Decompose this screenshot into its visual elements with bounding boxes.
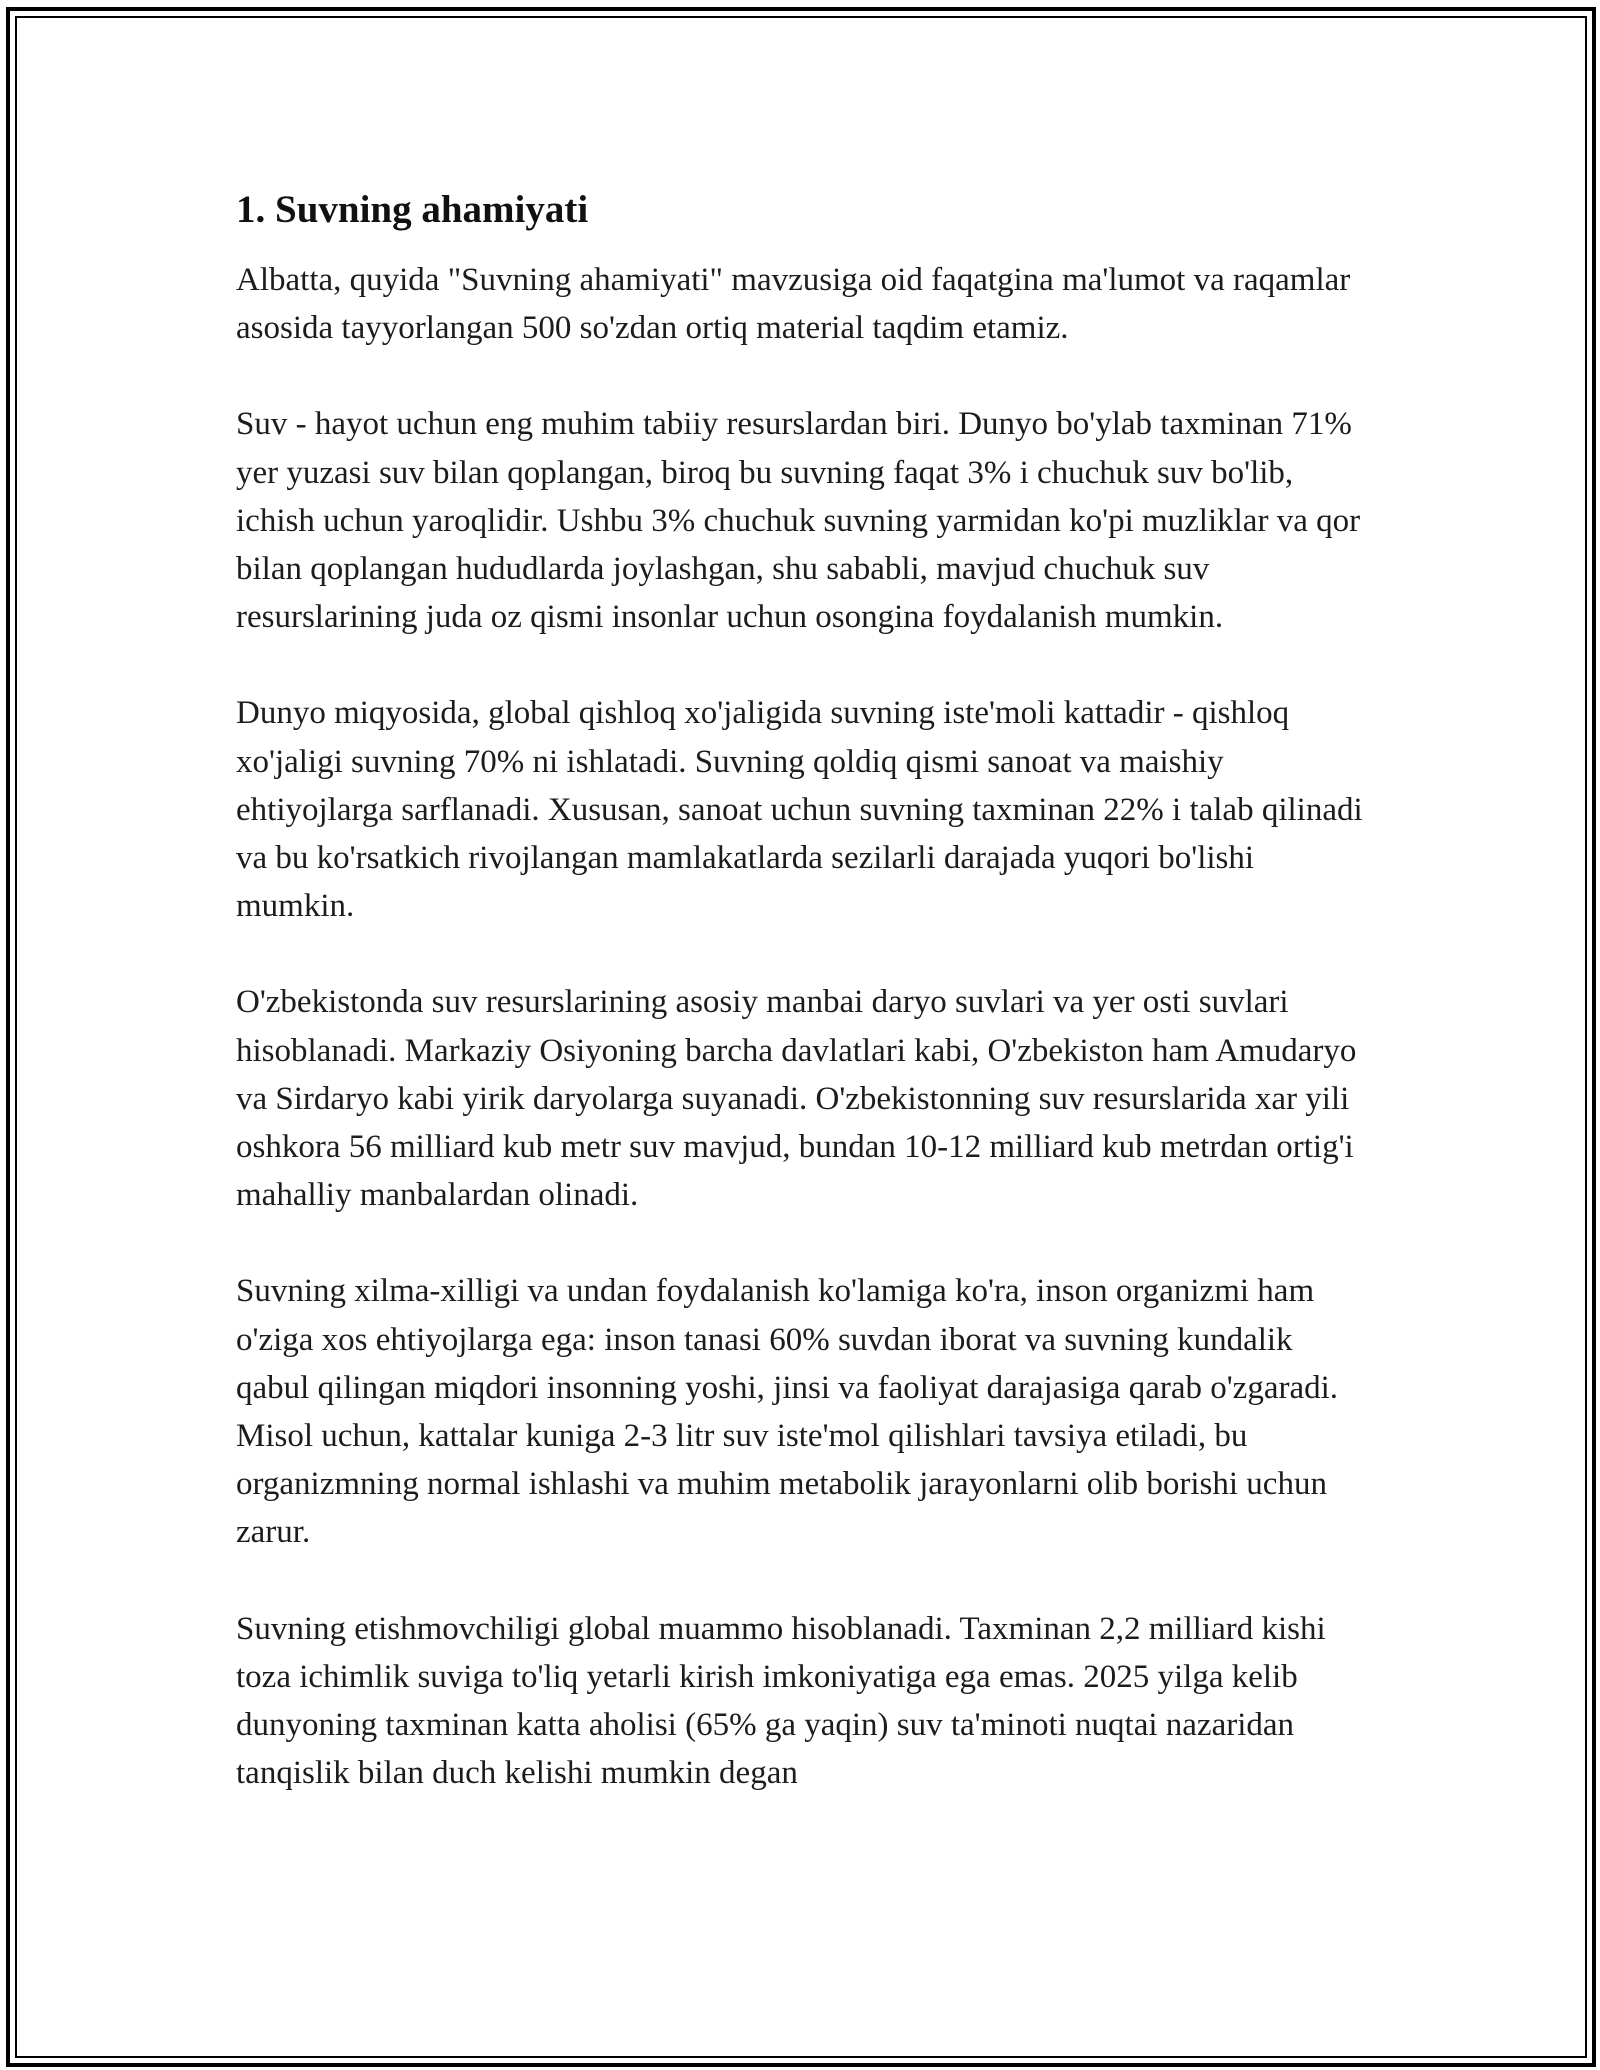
paragraph-intro: Albatta, quyida "Suvning ahamiyati" mavzusiga oid faqatgina ma'lumot va raqamlar asosida tayyorlangan 500 so'zdan ortiq material taqdim etamiz. — [236, 262, 1351, 347]
document-body — [236, 186, 1372, 1797]
paragraph-global-consumption: Dunyo miqyosida, global qishloq xo'jaligida suvning iste'moli kattadir - qishloq xo'jaligi suvning 70% ni ishlatadi. Suvning qoldiq qismi sanoat va maishiy ehtiyojlarga sarflanadi. Xususan, sanoat uchun suvning taxminan 22% i talab qilinadi va bu ko'rsatkich rivojlangan mamlakatlarda sezilarli darajada yuqori bo'lishi mumkin. — [236, 695, 1363, 925]
paragraph-uzbekistan: O'zbekistonda suv resurslarining asosiy manbai daryo suvlari va yer osti suvlari hisoblanadi. Markaziy Osiyoning barcha davlatlari kabi, O'zbekiston ham Amudaryo va Sirdaryo kabi yirik daryolarga suyanadi. O'zbekistonning suv resurslarida xar yili oshkora 56 milliard kub metr suv mavjud, bundan 10-12 milliard kub metrdan ortig'i mahalliy manbalardan olinadi. — [236, 984, 1357, 1214]
paragraph-scarcity: Suvning etishmovchiligi global muammo hisoblanadi. Taxminan 2,2 milliard kishi toza ichimlik suviga to'liq yetarli kirish imkoniyatiga ega emas. 2025 yilga kelib dunyoning taxminan katta aholisi (65% ga yaqin) suv ta'minoti nuqtai nazaridan tanqislik bilan duch kelishi mumkin degan — [236, 1610, 1326, 1792]
paragraph-human-body: Suvning xilma-xilligi va undan foydalanish ko'lamiga ko'ra, inson organizmi ham o'ziga xos ehtiyojlarga ega: inson tanasi 60% suvdan iborat va suvning kundalik qabul qilingan miqdori insonning yoshi, jinsi va faoliyat darajasiga qarab o'zgaradi. Misol uchun, kattalar kuniga 2-3 litr suv iste'mol qilishlari tavsiya etiladi, bu organizmning normal ishlashi va muhim metabolik jarayonlarni olib borishi uchun zarur. — [236, 1273, 1339, 1551]
paragraph-water-resources: Suv - hayot uchun eng muhim tabiiy resurslardan biri. Dunyo bo'ylab taxminan 71% yer yuzasi suv bilan qoplangan, biroq bu suvning faqat 3% i chuchuk suv bo'lib, ichish uchun yaroqlidir. Ushbu 3% chuchuk suvning yarmidan ko'pi muzliklar va qor bilan qoplangan hududlarda joylashgan, shu sababli, mavjud chuchuk suv resurslarining juda oz qismi insonlar uchun osongina foydalanish mumkin. — [236, 406, 1361, 636]
section-heading: 1. Suvning ahamiyati — [236, 188, 589, 231]
